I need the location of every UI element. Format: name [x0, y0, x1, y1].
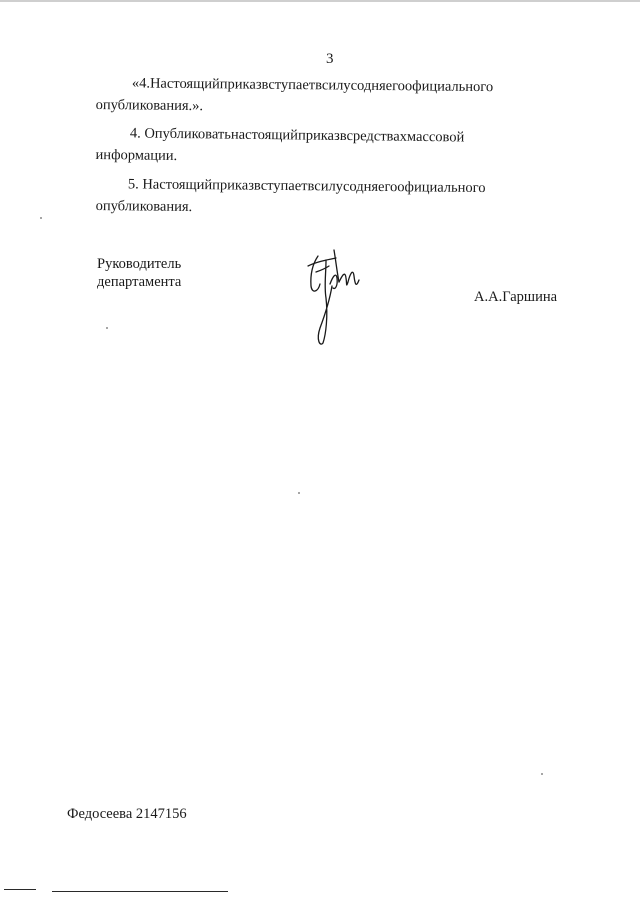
paragraph-publish-clause [95, 122, 566, 172]
paragraph-word: в [339, 127, 347, 145]
scan-bottom-line [4, 889, 36, 890]
paragraph-word: вступает [253, 177, 308, 195]
paragraph-word: Настоящий [149, 75, 220, 93]
paragraph-effective-clause [96, 173, 564, 222]
paragraph-line: опубликования. [95, 197, 193, 216]
paragraph-word: приказ [219, 76, 262, 93]
paragraph-word: средствах [346, 128, 408, 145]
scan-speck [106, 327, 108, 329]
paragraph-word: со [342, 178, 357, 195]
page-number: 3 [326, 51, 334, 67]
paragraph-amendment-clause [96, 72, 566, 121]
signatory-role [97, 255, 181, 291]
paragraph-word: дня [356, 178, 379, 195]
paragraph-word: приказ [297, 127, 340, 144]
paragraph-word: настоящий [230, 126, 299, 144]
scan-speck [541, 773, 543, 775]
signatory-role-line: Руководитель [97, 256, 182, 272]
paragraph-word: в [307, 178, 315, 195]
paragraph-word: «4. [131, 75, 151, 92]
scan-speck [298, 492, 300, 494]
paragraph-word: его [385, 78, 406, 95]
paragraph-word: массовой [406, 128, 465, 146]
paragraph-word: в [315, 77, 323, 94]
signer-name: А.А.Гаршина [474, 289, 558, 305]
paragraph-word: 5. Настоящий [127, 176, 213, 194]
handwritten-signature [296, 242, 368, 348]
paragraph-word: 4. Опубликовать [129, 125, 231, 143]
scan-bottom-line [52, 891, 228, 892]
paragraph-word: приказ [212, 177, 255, 194]
paragraph-word: силу [314, 178, 344, 195]
paragraph-word: официального [404, 78, 494, 96]
paragraph-word: силу [321, 77, 351, 94]
scan-speck [40, 217, 42, 219]
paragraph-word: официального [397, 179, 486, 197]
paragraph-word: вступает [261, 76, 316, 94]
executor-contact: Федосеева 2147156 [67, 806, 187, 822]
signatory-role-line: департамента [97, 274, 182, 290]
paragraph-word: его [377, 178, 398, 196]
paragraph-word: со [350, 77, 364, 94]
paragraph-line: опубликования.». [95, 96, 204, 115]
paragraph-line: информации. [95, 146, 178, 164]
page-top-edge [0, 0, 640, 2]
paragraph-word: дня [363, 77, 386, 95]
